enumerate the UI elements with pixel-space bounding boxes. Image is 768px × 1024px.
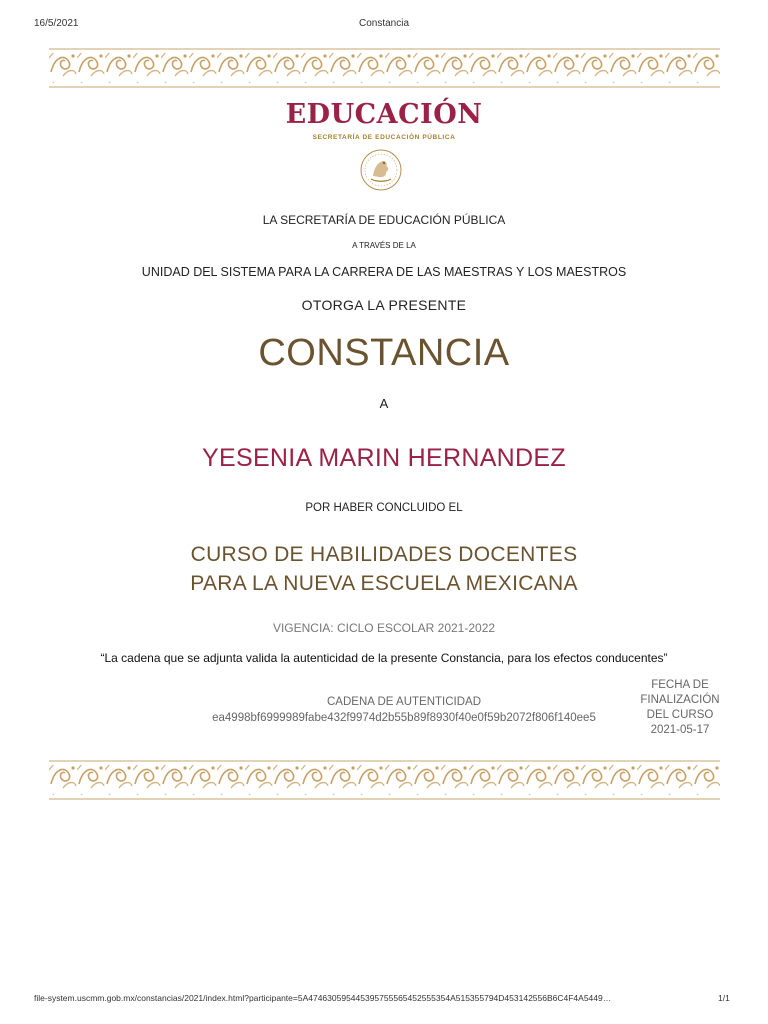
- print-url: file-system.uscmm.gob.mx/constancias/2021/index.html?participante=5A474630595445395755565452555354A515355794D453142556B6C4F4A5449…: [34, 993, 612, 1003]
- page-number: 1/1: [718, 993, 730, 1003]
- authenticity-value: ea4998bf6999989fabe432f9974d2b55b89f8930f40e0f59b2072f806f140ee5: [212, 712, 596, 724]
- authenticity-notice: “La cadena que se adjunta valida la autenticidad de la presente Constancia, para los efectos conducentes”: [100, 651, 668, 665]
- course-title: [0, 540, 768, 598]
- for-completing-line: POR HABER CONCLUIDO EL: [305, 502, 463, 514]
- finish-date-value: 2021-05-17: [650, 724, 710, 736]
- authenticity-label: CADENA DE AUTENTICIDAD: [327, 696, 481, 708]
- print-date: 16/5/2021: [34, 18, 79, 29]
- issuer-line: LA SECRETARÍA DE EDUCACIÓN PÚBLICA: [262, 213, 506, 227]
- document-title: CONSTANCIA: [258, 332, 510, 374]
- ornamental-band-top: [49, 48, 720, 88]
- to-line: A: [379, 396, 389, 411]
- education-wordmark: EDUCACIÓN: [285, 99, 483, 130]
- print-title: Constancia: [358, 18, 410, 29]
- coat-of-arms-icon: [359, 148, 403, 192]
- course-finish-date: [628, 678, 732, 738]
- recipient-name: YESENIA MARIN HERNANDEZ: [202, 444, 566, 472]
- finish-label-2: FINALIZACIÓN: [640, 694, 720, 706]
- secretariat-subtitle: SECRETARÍA DE EDUCACIÓN PÚBLICA: [312, 134, 456, 141]
- ornamental-band-bottom: [49, 760, 720, 800]
- finish-label-1: FECHA DE: [651, 679, 709, 691]
- grants-line: OTORGA LA PRESENTE: [301, 297, 467, 313]
- finish-label-3: DEL CURSO: [646, 709, 714, 721]
- course-title-line-2: PARA LA NUEVA ESCUELA MEXICANA: [190, 572, 578, 595]
- validity-line: VIGENCIA: CICLO ESCOLAR 2021-2022: [272, 621, 496, 635]
- course-title-line-1: CURSO DE HABILIDADES DOCENTES: [190, 543, 578, 566]
- through-line: A TRAVÉS DE LA: [352, 241, 416, 250]
- ornament-pattern-icon: [49, 760, 720, 800]
- unit-line: UNIDAD DEL SISTEMA PARA LA CARRERA DE LAS MAESTRAS Y LOS MAESTROS: [141, 265, 627, 279]
- authenticity-chain: [170, 694, 638, 726]
- ornament-pattern-icon: [49, 48, 720, 88]
